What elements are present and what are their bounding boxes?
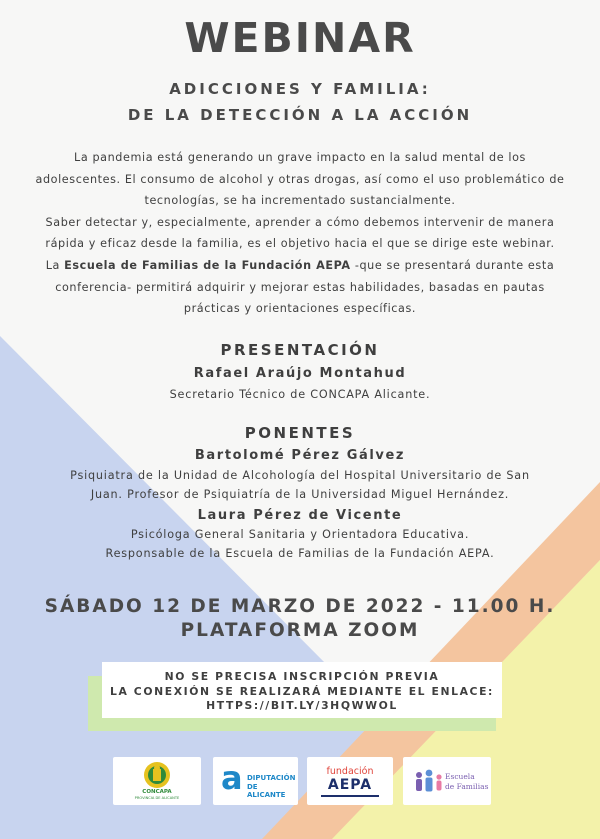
speaker-1-role bbox=[0, 466, 600, 504]
notice-box bbox=[102, 662, 502, 718]
notice-link[interactable]: HTTPS://BIT.LY/3HQWWOL bbox=[206, 699, 398, 712]
presenter-role: Secretario Técnico de CONCAPA Alicante. bbox=[169, 388, 431, 401]
speaker-1-role-line: Juan. Profesor de Psiquiatría de la Universidad Miguel Hernández. bbox=[90, 488, 510, 501]
speaker-2-role-line: Responsable de la Escuela de Familias de la Fundación AEPA. bbox=[105, 547, 495, 560]
presentacion-heading: PRESENTACIÓN bbox=[220, 341, 380, 359]
family-figures-icon bbox=[409, 757, 449, 805]
subtitle-line-1: ADICCIONES Y FAMILIA: bbox=[169, 80, 431, 98]
speaker-1-name: Bartolomé Pérez Gálvez bbox=[194, 448, 406, 463]
speaker-2-role-line: Psicóloga General Sanitaria y Orientadora Educativa. bbox=[130, 528, 470, 541]
intro-text: -que se presentará durante esta bbox=[350, 258, 555, 272]
intro-text: La bbox=[45, 258, 65, 272]
intro-line: tecnologías, se ha incrementado sustancialmente. bbox=[144, 194, 456, 208]
intro-paragraph bbox=[0, 147, 600, 320]
page-title: WEBINAR bbox=[184, 14, 416, 62]
intro-line bbox=[0, 255, 600, 277]
concapa-logo bbox=[113, 757, 201, 805]
diputacion-line-2: DE ALICANTE bbox=[247, 783, 286, 799]
speaker-2-name: Laura Pérez de Vicente bbox=[197, 508, 403, 523]
concapa-text: CONCAPA bbox=[142, 789, 172, 795]
event-date: SÁBADO 12 DE MARZO DE 2022 - 11.00 H. bbox=[44, 596, 556, 617]
escuela-line-1: Escuela bbox=[445, 772, 475, 781]
diputacion-line-1: DIPUTACIÓN bbox=[247, 774, 296, 782]
notice-line: LA CONEXIÓN SE REALIZARÁ MEDIANTE EL ENLACE: bbox=[110, 684, 494, 698]
intro-line: conferencia- permitirá adquirir y mejorar estas habilidades, basadas en pautas bbox=[55, 280, 545, 294]
intro-line: adolescentes. El consumo de alcohol y otras drogas, así como el uso problemático de bbox=[35, 172, 565, 186]
event-platform: PLATAFORMA ZOOM bbox=[180, 620, 420, 641]
aepa-line-1: fundación bbox=[326, 766, 374, 777]
escuela-familias-logo bbox=[403, 757, 491, 805]
presenter-name: Rafael Araújo Montahud bbox=[193, 366, 407, 381]
subtitle-line-2: DE LA DETECCIÓN A LA ACCIÓN bbox=[127, 106, 473, 124]
ponentes-heading: PONENTES bbox=[244, 424, 356, 442]
diputacion-logo bbox=[213, 757, 298, 805]
aepa-line-2: AEPA bbox=[327, 777, 373, 793]
intro-line: La pandemia está generando un grave impacto en la salud mental de los bbox=[74, 151, 526, 164]
fundacion-aepa-logo bbox=[307, 757, 393, 805]
speaker-1-role-line: Psiquiatra de la Unidad de Alcohología del Hospital Universitario de San bbox=[70, 469, 530, 482]
notice-line: NO SE PRECISA INSCRIPCIÓN PREVIA bbox=[164, 670, 440, 683]
escuela-line-2: de Familias bbox=[445, 782, 489, 791]
diputacion-mark-icon: a bbox=[221, 759, 243, 797]
escuela-highlight: Escuela de Familias de la Fundación AEPA bbox=[64, 258, 351, 272]
intro-line: rápida y eficaz desde la familia, es el objetivo hacia el que se dirige este webinar. bbox=[45, 237, 555, 251]
intro-line: prácticas y orientaciones específicas. bbox=[183, 302, 417, 316]
aepa-underline bbox=[321, 795, 379, 797]
concapa-sub: PROVINCIA DE ALICANTE bbox=[134, 796, 180, 800]
intro-line: Saber detectar y, especialmente, aprender a cómo debemos intervenir de manera bbox=[45, 215, 555, 229]
speaker-2-role bbox=[0, 525, 600, 563]
